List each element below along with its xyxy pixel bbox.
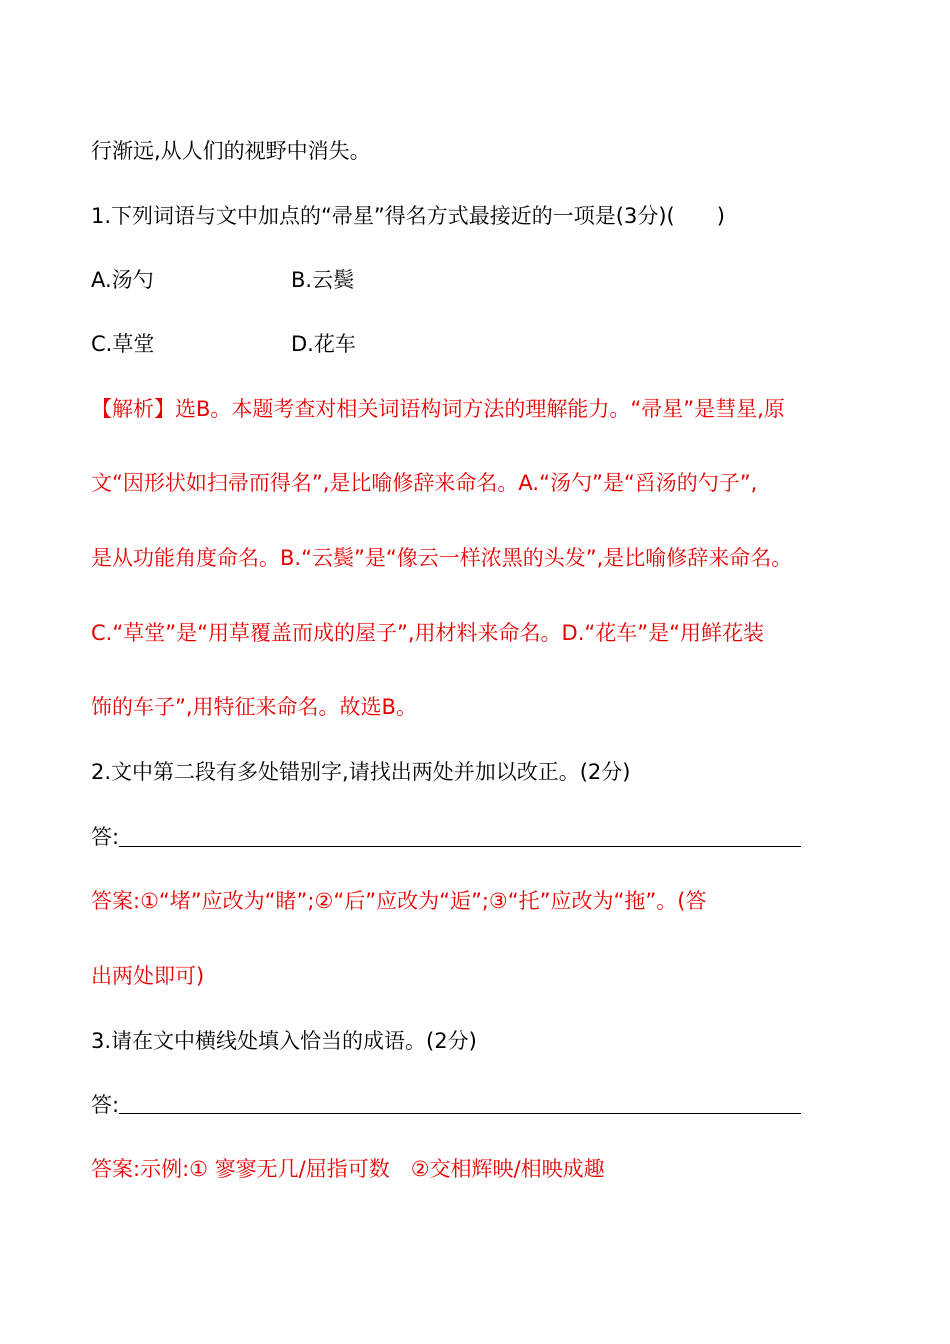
- option-b: B.云鬓: [291, 268, 355, 292]
- option-a: A.汤勺: [91, 268, 154, 292]
- question-1-stem: 1.下列词语与文中加点的“帚星”得名方式最接近的一项是(3分)( ): [91, 204, 725, 228]
- question-3-stem: 3.请在文中横线处填入恰当的成语。(2分): [91, 1029, 477, 1053]
- q3-answer-label: 答:: [91, 1093, 120, 1117]
- q1-analysis-line: 【解析】选B。本题考查对相关词语构词方法的理解能力。“帚星”是彗星,原: [91, 397, 785, 421]
- q2-answer-label: 答:: [91, 825, 120, 849]
- q1-analysis-line: 饰的车子”,用特征来命名。故选B。: [91, 695, 417, 719]
- q3-answer: 答案:示例:① 寥寥无几/屈指可数 ②交相辉映/相映成趣: [91, 1157, 605, 1181]
- option-d: D.花车: [291, 332, 356, 356]
- option-c: C.草堂: [91, 332, 155, 356]
- q1-analysis-line: 是从功能角度命名。B.“云鬓”是“像云一样浓黑的头发”,是比喻修辞来命名。: [91, 546, 793, 570]
- q3-answer-blank[interactable]: [119, 1113, 801, 1114]
- question-2-stem: 2.文中第二段有多处错别字,请找出两处并加以改正。(2分): [91, 760, 631, 784]
- q2-answer-line: 答案:①“堵”应改为“睹”;②“后”应改为“逅”;③“托”应改为“拖”。(答: [91, 889, 707, 913]
- q1-analysis-line: C.“草堂”是“用草覆盖而成的屋子”,用材料来命名。D.“花车”是“用鲜花装: [91, 621, 765, 645]
- lead-line: 行渐远,从人们的视野中消失。: [91, 139, 371, 163]
- q2-answer-blank[interactable]: [119, 846, 801, 847]
- q1-analysis-line: 文“因形状如扫帚而得名”,是比喻修辞来命名。A.“汤勺”是“舀汤的勺子”,: [91, 471, 758, 495]
- q2-answer-line: 出两处即可): [91, 964, 205, 988]
